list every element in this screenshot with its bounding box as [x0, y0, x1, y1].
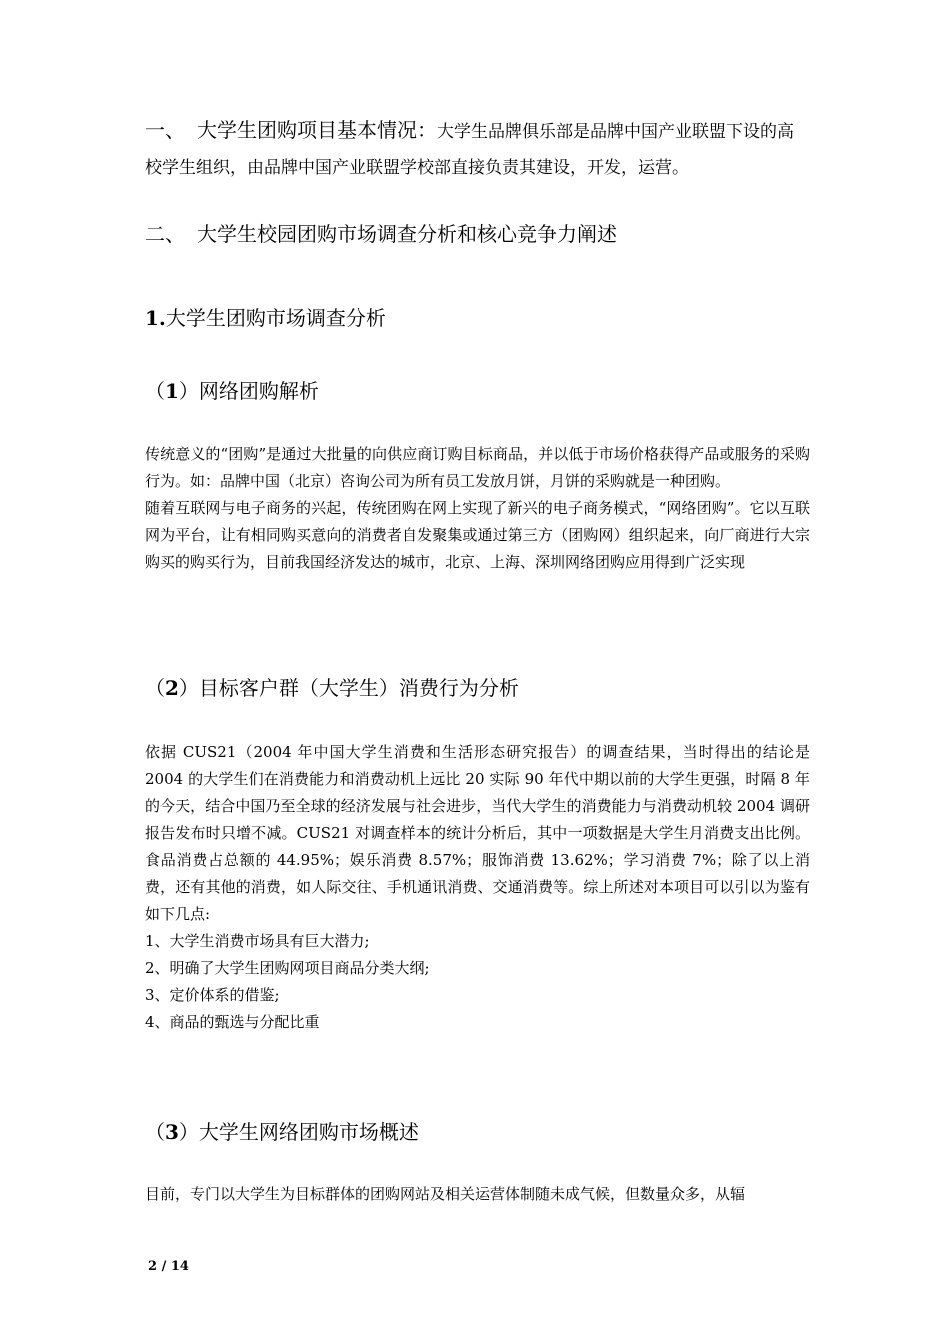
section-1-title: 大学生团购项目基本情况： — [197, 118, 437, 142]
item-2-paragraph: 依据 CUS21（2004 年中国大学生消费和生活形态研究报告）的调查结果，当时得出的结论是 2004 的大学生们在消费能力和消费动机上远比 20 实际 90 年代中期以前的大学生更强，时隔 8 年的今天，结合中国乃至全球的经济发展与社会进步，当代大学生的消费能力与消费动机较 2004 调研报告发布时只增不减。CUS21 对调查样本的统计分析后，其中一项数据是大学生月消费支出比例。食品消费占总额的 44.95%；娱乐消费 8.57%；服饰消费 13.62%；学习消费 7%；除了以上消费，还有其他的消费，如人际交往、手机通讯消费、交通消费等。综上所述对本项目可以引以为鉴有如下几点: — [145, 743, 810, 923]
item-2-body — [145, 739, 810, 1036]
section-1 — [145, 113, 810, 185]
list-item: 1、大学生消费市场具有巨大潜力; — [145, 932, 370, 950]
list-item: 2、明确了大学生团购网项目商品分类大纲; — [145, 959, 430, 977]
list-item: 4、商品的甄选与分配比重 — [145, 1013, 320, 1031]
section-1-body: 大学生品牌俱乐部是品牌中国产业联盟下设的高校学生组织，由品牌中国产业联盟学校部直接负责其建设，开发，运营。 — [145, 122, 794, 178]
item-2-heading: （2）目标客户群（大学生）消费行为分析 — [145, 676, 519, 700]
subsection-1-number: 1. — [145, 306, 166, 330]
section-2-heading — [145, 219, 810, 249]
subsection-1-title: 大学生团购市场调查分析 — [165, 306, 386, 330]
item-1-heading: （1）网络团购解析 — [145, 379, 319, 403]
list-item: 3、定价体系的借鉴; — [145, 986, 280, 1004]
item-1-paragraph-2: 随着互联网与电子商务的兴起，传统团购在网上实现了新兴的电子商务模式，“网络团购”。它以互联网为平台，让有相同购买意向的消费者自发聚集或通过第三方（团购网）组织起来，向厂商进行大宗购买的购买行为，目前我国经济发达的城市，北京、上海、深圳网络团购应用得到广泛实现 — [145, 499, 810, 571]
page-number: 2 / 14 — [148, 1259, 189, 1274]
item-2-title: 目标客户群（大学生）消费行为分析 — [198, 676, 519, 700]
item-3-body — [145, 1181, 810, 1208]
item-3-number: 3 — [165, 1120, 179, 1144]
item-1-number: 1 — [165, 379, 179, 403]
item-1-body — [145, 441, 810, 576]
item-2-number: 2 — [165, 676, 179, 700]
section-1-number: 一、 — [145, 118, 185, 142]
item-2-points — [145, 928, 810, 1036]
item-3-heading: （3）大学生网络团购市场概述 — [145, 1120, 419, 1144]
item-1-title: 网络团购解析 — [198, 379, 319, 403]
item-3-paragraph: 目前，专门以大学生为目标群体的团购网站及相关运营体制随未成气候，但数量众多，从辐 — [145, 1185, 746, 1203]
section-2-number: 二、 — [145, 222, 185, 246]
section-2-title: 大学生校园团购市场调查分析和核心竞争力阐述 — [197, 222, 617, 246]
subsection-1-heading — [145, 303, 810, 333]
item-3-title: 大学生网络团购市场概述 — [198, 1120, 419, 1144]
item-1-paragraph-1: 传统意义的“团购”是通过大批量的向供应商订购目标商品，并以低于市场价格获得产品或服务的采购行为。如：品牌中国（北京）咨询公司为所有员工发放月饼，月饼的采购就是一种团购。 — [145, 445, 810, 490]
